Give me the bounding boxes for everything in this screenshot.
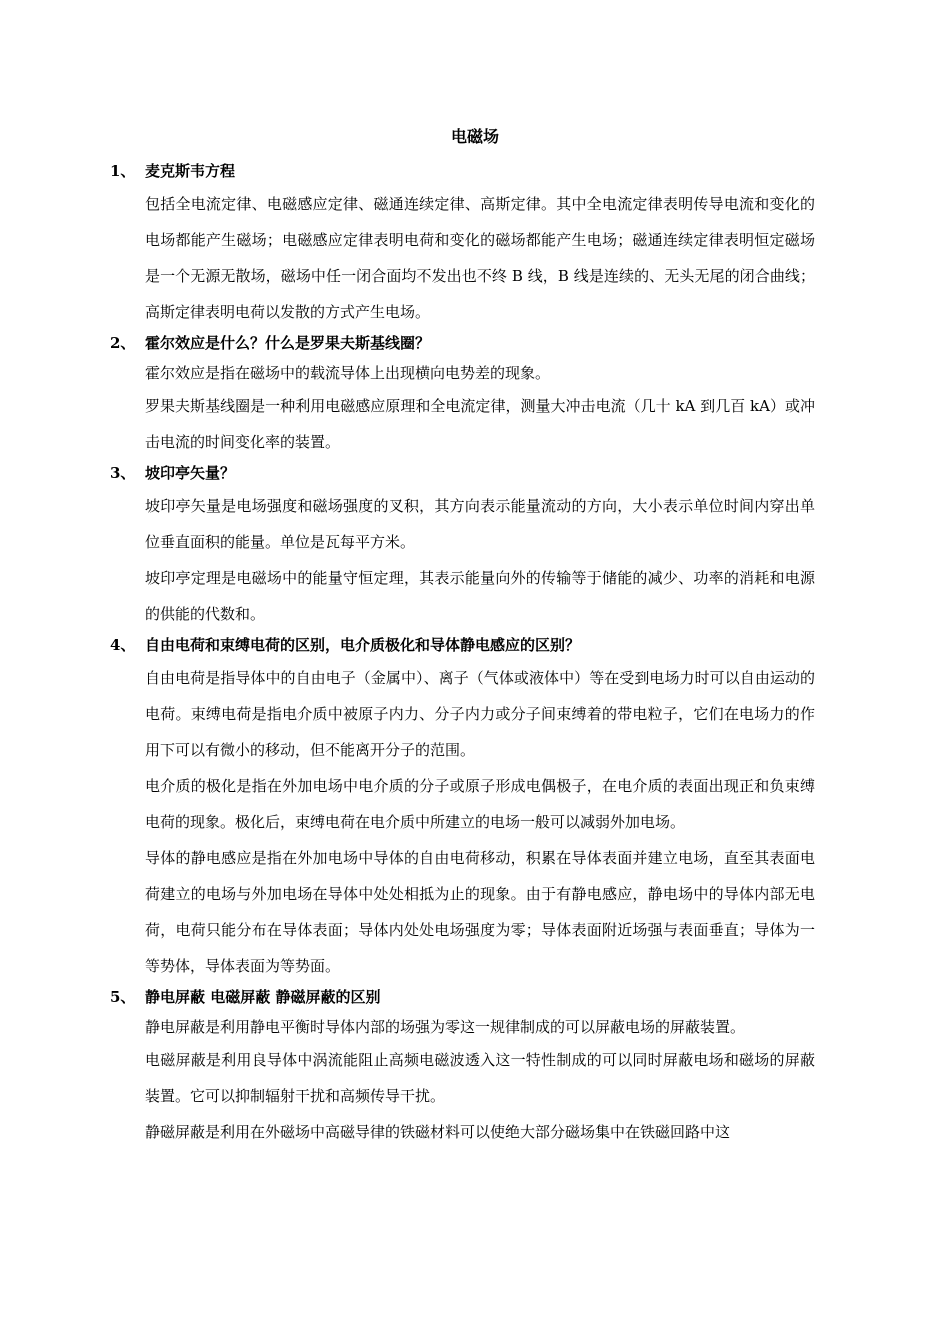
paragraph: 坡印亭定理是电磁场中的能量守恒定理，其表示能量向外的传输等于储能的减少、功率的消耗和电源的供能的代数和。 [145, 569, 815, 623]
paragraph: 电磁屏蔽是利用良导体中涡流能阻止高频电磁波透入这一特性制成的可以同时屏蔽电场和磁场的屏蔽装置。它可以抑制辐射干扰和高频传导干扰。 [145, 1051, 815, 1105]
paragraph: 包括全电流定律、电磁感应定律、磁通连续定律、高斯定律。其中全电流定律表明传导电流和变化的电场都能产生磁场；电磁感应定律表明电荷和变化的磁场都能产生电场；磁通连续定律表明恒定磁场是一个无源无散场，磁场中任一闭合面均不发出也不终 B 线，B 线是连续的、无头无尾的闭合曲线；高斯定律表明电荷以发散的方式产生电场。 [145, 195, 815, 321]
section-number: 3、 [110, 464, 136, 482]
section-heading [110, 460, 815, 486]
paragraph: 导体的静电感应是指在外加电场中导体的自由电荷移动，积累在导体表面并建立电场，直至其表面电荷建立的电场与外加电场在导体中处处相抵为止的现象。由于有静电感应，静电场中的导体内部无电荷，电荷只能分布在导体表面；导体内处处电场强度为零；导体表面附近场强与表面垂直；导体为一等势体，导体表面为等势面。 [145, 849, 815, 975]
section-heading-text: 静电屏蔽 电磁屏蔽 静磁屏蔽的区别 [145, 988, 381, 1006]
paragraph: 自由电荷是指导体中的自由电子（金属中）、离子（气体或液体中）等在受到电场力时可以自由运动的电荷。束缚电荷是指电介质中被原子内力、分子内力或分子间束缚着的带电粒子，它们在电场力的作用下可以有微小的移动，但不能离开分子的范围。 [145, 669, 815, 759]
paragraph: 坡印亭矢量是电场强度和磁场强度的叉积，其方向表示能量流动的方向，大小表示单位时间内穿出单位垂直面积的能量。单位是瓦每平方米。 [145, 497, 815, 551]
section-number: 5、 [110, 988, 136, 1006]
document-title: 电磁场 [450, 127, 499, 146]
section-heading [110, 158, 815, 184]
section-1 [110, 158, 815, 330]
section-4 [110, 632, 815, 984]
section-heading [110, 984, 815, 1010]
section-heading-text: 霍尔效应是什么？什么是罗果夫斯基线圈？ [145, 334, 431, 352]
section-heading-text: 坡印亭矢量？ [145, 464, 236, 482]
paragraph: 电介质的极化是指在外加电场中电介质的分子或原子形成电偶极子，在电介质的表面出现正和负束缚电荷的现象。极化后，束缚电荷在电介质中所建立的电场一般可以减弱外加电场。 [145, 777, 815, 831]
section-heading-text: 麦克斯韦方程 [145, 162, 236, 180]
paragraph: 霍尔效应是指在磁场中的载流导体上出现横向电势差的现象。 [145, 364, 551, 382]
section-2 [110, 330, 815, 460]
section-heading [110, 632, 815, 658]
section-number: 4、 [110, 636, 136, 654]
paragraph: 罗果夫斯基线圈是一种利用电磁感应原理和全电流定律，测量大冲击电流（几十 kA 到几百 kA）或冲击电流的时间变化率的装置。 [145, 397, 815, 451]
paragraph: 静磁屏蔽是利用在外磁场中高磁导律的铁磁材料可以使绝大部分磁场集中在铁磁回路中这 [145, 1123, 731, 1141]
section-heading [110, 330, 815, 356]
document-body [110, 158, 815, 1150]
section-number: 1、 [110, 162, 136, 180]
section-3 [110, 460, 815, 632]
section-5 [110, 984, 815, 1150]
section-number: 2、 [110, 334, 136, 352]
paragraph: 静电屏蔽是利用静电平衡时导体内部的场强为零这一规律制成的可以屏蔽电场的屏蔽装置。 [145, 1018, 746, 1036]
section-heading-text: 自由电荷和束缚电荷的区别，电介质极化和导体静电感应的区别？ [145, 636, 581, 654]
